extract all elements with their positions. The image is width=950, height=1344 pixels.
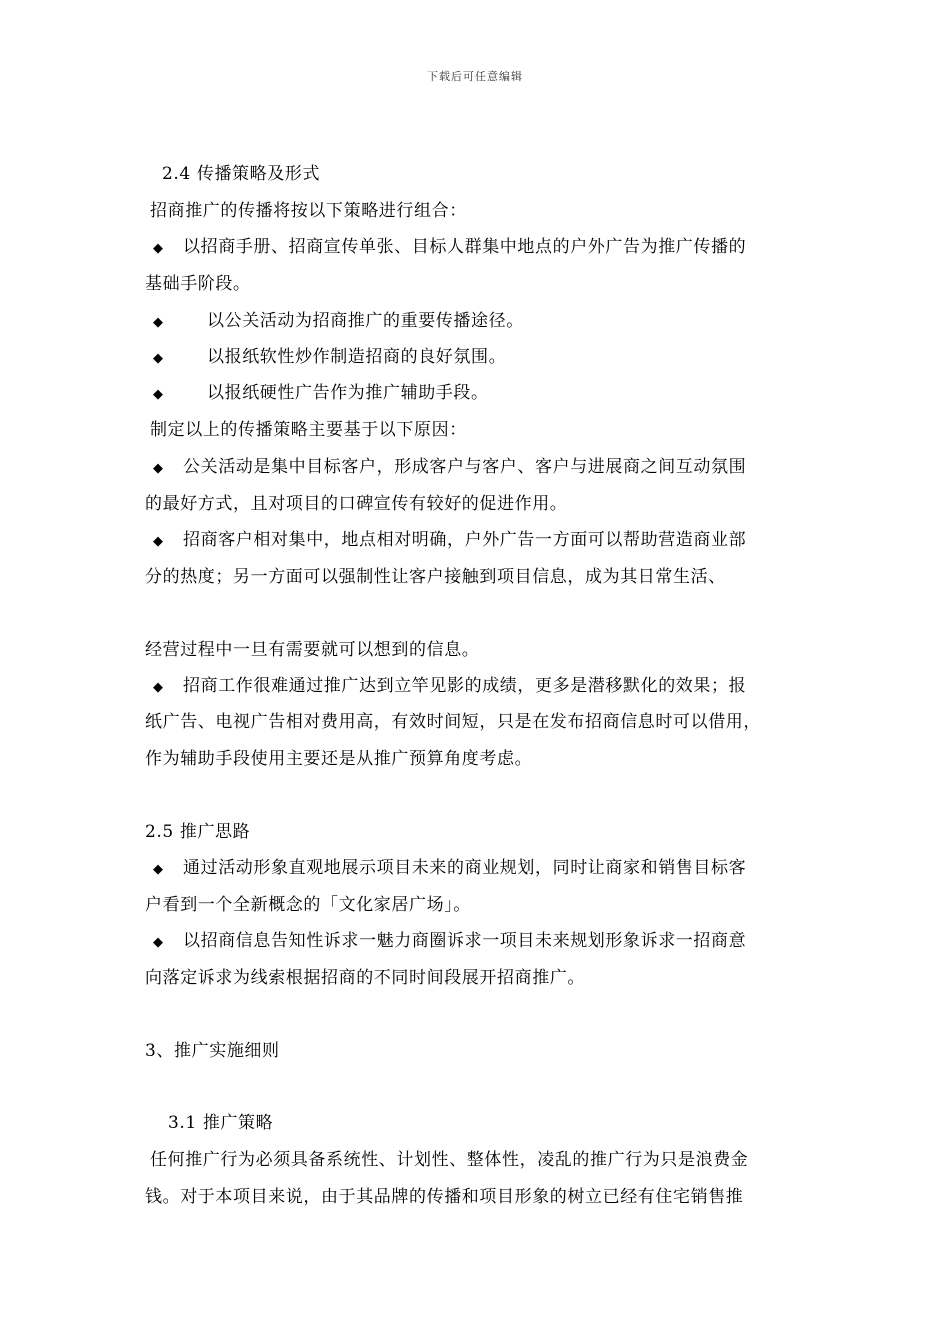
- section-heading-3: 3、推广实施细则: [145, 1041, 280, 1061]
- diamond-bullet-icon: ◆: [153, 862, 164, 877]
- bullet-item: [145, 311, 524, 333]
- section-heading-2-5: 2.5 推广思路: [145, 822, 251, 842]
- bullet-text: 以招商手册、招商宣传单张、目标人群集中地点的户外广告为推广传播的: [183, 237, 747, 257]
- paragraph-line: 纸广告、电视广告相对费用高，有效时间短，只是在发布招商信息时可以借用，: [145, 712, 761, 732]
- paragraph-line: 分的热度；另一方面可以强制性让客户接触到项目信息，成为其日常生活、: [145, 567, 726, 587]
- bullet-text: 以招商信息告知性诉求一魅力商圈诉求一项目未来规划形象诉求一招商意: [183, 931, 747, 951]
- bullet-item: [145, 676, 746, 698]
- diamond-bullet-icon: ◆: [153, 351, 164, 366]
- bullet-text: 公关活动是集中目标客户，形成客户与客户、客户与进展商之间互动氛围: [183, 457, 747, 477]
- bullet-text: 以报纸软性炒作制造招商的良好氛围。: [207, 347, 507, 367]
- bullet-item: [145, 858, 746, 880]
- bullet-text: 以公关活动为招商推广的重要传播途径。: [207, 311, 524, 331]
- paragraph-line: 的最好方式，且对项目的口碑宣传有较好的促进作用。: [145, 494, 568, 514]
- paragraph-line: 经营过程中一旦有需要就可以想到的信息。: [145, 640, 480, 660]
- page-header: 下载后可任意编辑: [427, 70, 523, 83]
- bullet-item: [145, 457, 746, 479]
- paragraph-line: 向落定诉求为线索根据招商的不同时间段展开招商推广。: [145, 968, 585, 988]
- bullet-item: [145, 383, 489, 405]
- bullet-text: 通过活动形象直观地展示项目未来的商业规划，同时让商家和销售目标客: [183, 858, 747, 878]
- diamond-bullet-icon: ◆: [153, 241, 164, 256]
- diamond-bullet-icon: ◆: [153, 315, 164, 330]
- bullet-item: [145, 347, 506, 369]
- paragraph-line: 制定以上的传播策略主要基于以下原因：: [150, 420, 467, 440]
- bullet-text: 招商工作很难通过推广达到立竿见影的成绩，更多是潜移默化的效果；报: [183, 676, 747, 696]
- bullet-item: [145, 237, 746, 259]
- paragraph-line: 户看到一个全新概念的「文化家居广场」。: [145, 895, 471, 915]
- section-heading-3-1: 3.1 推广策略: [168, 1113, 274, 1133]
- paragraph-line: 招商推广的传播将按以下策略进行组合：: [150, 201, 467, 221]
- bullet-text: 以报纸硬性广告作为推广辅助手段。: [207, 383, 489, 403]
- diamond-bullet-icon: ◆: [153, 387, 164, 402]
- diamond-bullet-icon: ◆: [153, 461, 164, 476]
- diamond-bullet-icon: ◆: [153, 935, 164, 950]
- paragraph-line: 钱。对于本项目来说，由于其品牌的传播和项目形象的树立已经有住宅销售推: [145, 1187, 744, 1207]
- bullet-item: [145, 931, 746, 953]
- paragraph-line: 基础手阶段。: [145, 274, 251, 294]
- bullet-item: [145, 530, 746, 552]
- paragraph-line: 作为辅助手段使用主要还是从推广预算角度考虑。: [145, 749, 533, 769]
- diamond-bullet-icon: ◆: [153, 534, 164, 549]
- section-heading-2-4: 2.4 传播策略及形式: [162, 164, 321, 184]
- diamond-bullet-icon: ◆: [153, 680, 164, 695]
- paragraph-line: 任何推广行为必须具备系统性、计划性、整体性，凌乱的推广行为只是浪费金: [150, 1150, 749, 1170]
- bullet-text: 招商客户相对集中，地点相对明确，户外广告一方面可以帮助营造商业部: [183, 530, 747, 550]
